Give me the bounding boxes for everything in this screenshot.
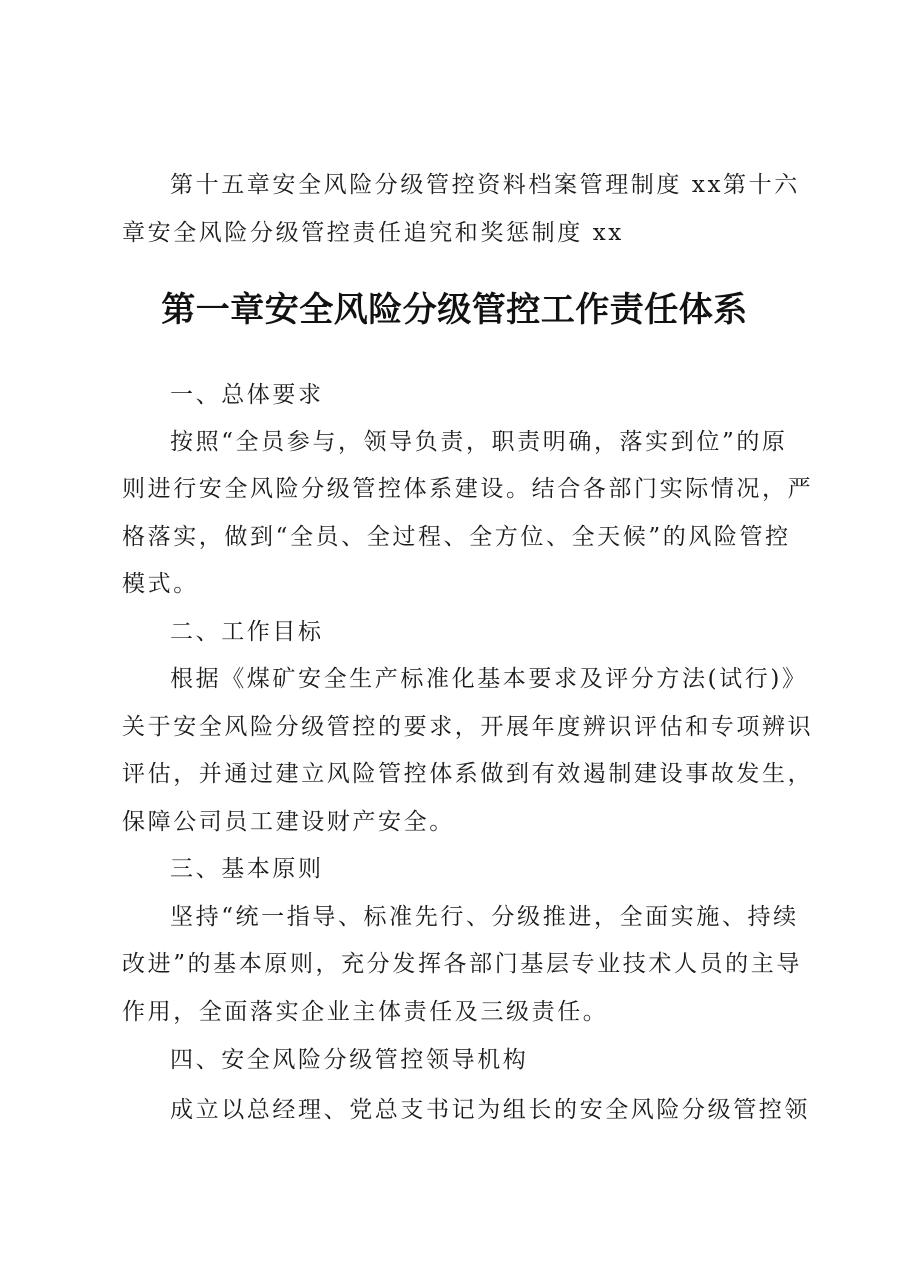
chapter-title: 第一章安全风险分级管控工作责任体系: [161, 290, 748, 330]
paragraph-line: 则进行安全风险分级管控体系建设。结合各部门实际情况，严: [122, 476, 814, 502]
paragraph-line: 根据《煤矿安全生产标准化基本要求及评分方法(试行)》: [170, 666, 808, 692]
paragraph-line: 评估，并通过建立风险管控体系做到有效遏制建设事故发生，: [122, 761, 814, 787]
paragraph-line: 模式。: [122, 571, 199, 597]
section-heading: 一、总体要求: [170, 382, 324, 408]
paragraph-line: 成立以总经理、党总支书记为组长的安全风险分级管控领: [170, 1097, 810, 1123]
paragraph-line: 保障公司员工建设财产安全。: [122, 809, 455, 835]
section-heading: 三、基本原则: [170, 856, 324, 882]
toc-line-2: 章安全风险分级管控责任追究和奖惩制度 xx: [122, 220, 624, 246]
paragraph-line: 关于安全风险分级管控的要求，开展年度辨识评估和专项辨识: [122, 714, 814, 740]
section-heading: 二、工作目标: [170, 619, 324, 645]
paragraph-line: 坚持“统一指导、标准先行、分级推进，全面实施、持续: [170, 904, 799, 930]
paragraph-line: 作用，全面落实企业主体责任及三级责任。: [122, 999, 609, 1025]
paragraph-line: 改进”的基本原则，充分发挥各部门基层专业技术人员的主导: [122, 951, 802, 977]
paragraph-line: 格落实，做到“全员、全过程、全方位、全天候”的风险管控: [122, 524, 791, 550]
paragraph-line: 按照“全员参与，领导负责，职责明确，落实到位”的原: [170, 429, 788, 455]
toc-line-1: 第十五章安全风险分级管控资料档案管理制度 xx第十六: [170, 172, 800, 198]
section-heading: 四、安全风险分级管控领导机构: [170, 1047, 529, 1073]
